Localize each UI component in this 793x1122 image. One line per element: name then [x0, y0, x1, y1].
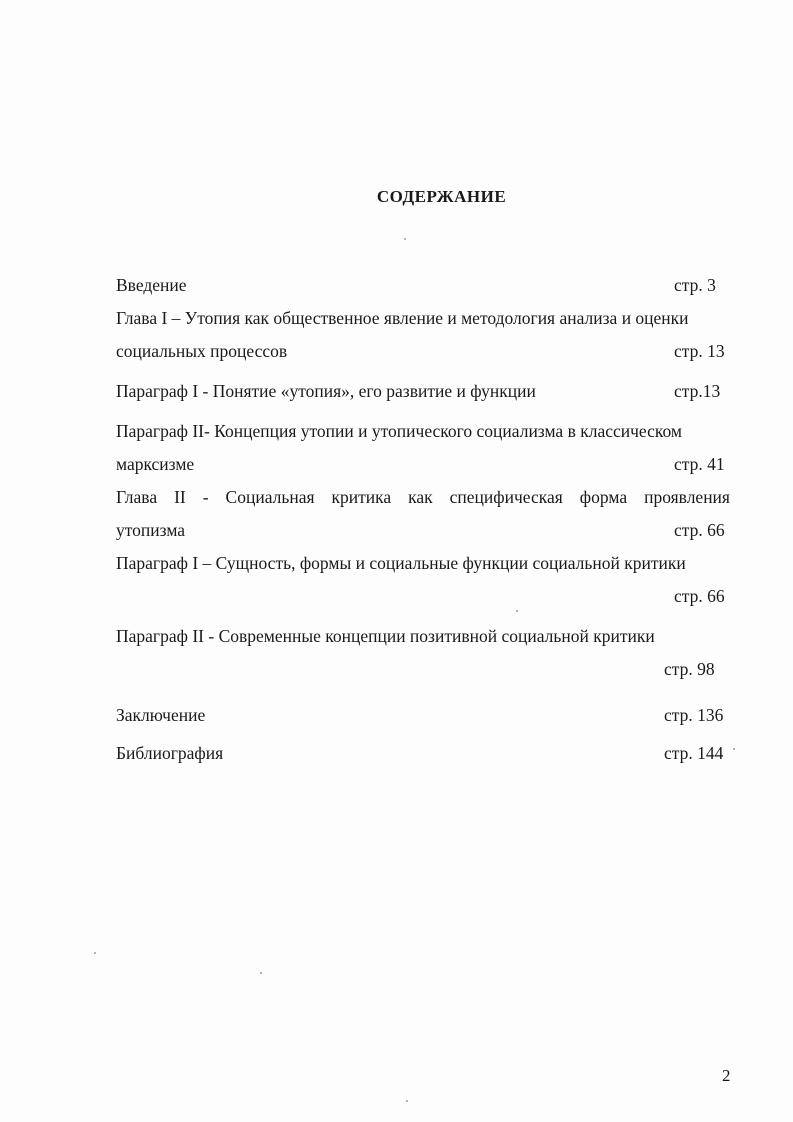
toc-entry-word: - [202, 487, 209, 507]
toc-entry-word: Социальная [225, 487, 315, 507]
toc-entry-text: Параграф I – Сущность, формы и социальные функции социальной критики [116, 553, 686, 573]
toc-entry-page: стр. 66 [674, 520, 725, 540]
scan-speck [94, 952, 96, 954]
toc-entry-word: критика [331, 487, 392, 507]
toc-entry-word: II [174, 487, 186, 507]
toc-entry-word: форма [579, 487, 628, 507]
toc-entry-page: стр. 136 [664, 705, 724, 725]
toc-entry-page: стр. 144 [664, 743, 724, 763]
toc-entry-page: стр. 13 [674, 341, 725, 361]
scan-speck [406, 1100, 408, 1102]
toc-entry-text: Параграф I - Понятие «утопия», его развитие и функции [116, 381, 536, 401]
scan-speck [516, 610, 518, 612]
toc-entry-page: стр. 41 [674, 454, 725, 474]
toc-entry-page: стр. 3 [674, 275, 716, 295]
toc-entry-word: специфическая [449, 487, 563, 507]
page-number: 2 [722, 1066, 731, 1085]
toc-entry-text: марксизме [116, 454, 195, 474]
scan-speck [404, 238, 406, 240]
scan-speck [733, 748, 735, 750]
toc-entry-text: Параграф II- Концепция утопии и утопического социализма в классическом [116, 421, 682, 441]
toc-entry-page: стр.13 [674, 381, 721, 401]
toc-entry-page: стр. 66 [674, 586, 725, 606]
toc-entry-text: Параграф II - Современные концепции позитивной социальной критики [116, 626, 655, 646]
toc-entry-word: проявления [644, 487, 730, 507]
toc-entry-text: Глава I – Утопия как общественное явление и методология анализа и оценки [116, 308, 689, 328]
toc-entry-page: стр. 98 [664, 659, 715, 679]
toc-entry-word: Глава [116, 487, 158, 507]
toc-entry-text: Введение [116, 275, 187, 295]
toc-entry-text: утопизма [116, 520, 186, 540]
toc-entry-text: Заключение [116, 705, 206, 725]
scan-speck [260, 972, 262, 974]
toc-entry-text: Библиография [116, 743, 224, 763]
toc-entry-chapter-2-line1 [116, 486, 730, 508]
toc-entry-word: как [408, 487, 433, 507]
toc-entry-text: социальных процессов [116, 341, 288, 361]
toc-title: СОДЕРЖАНИЕ [376, 187, 507, 206]
